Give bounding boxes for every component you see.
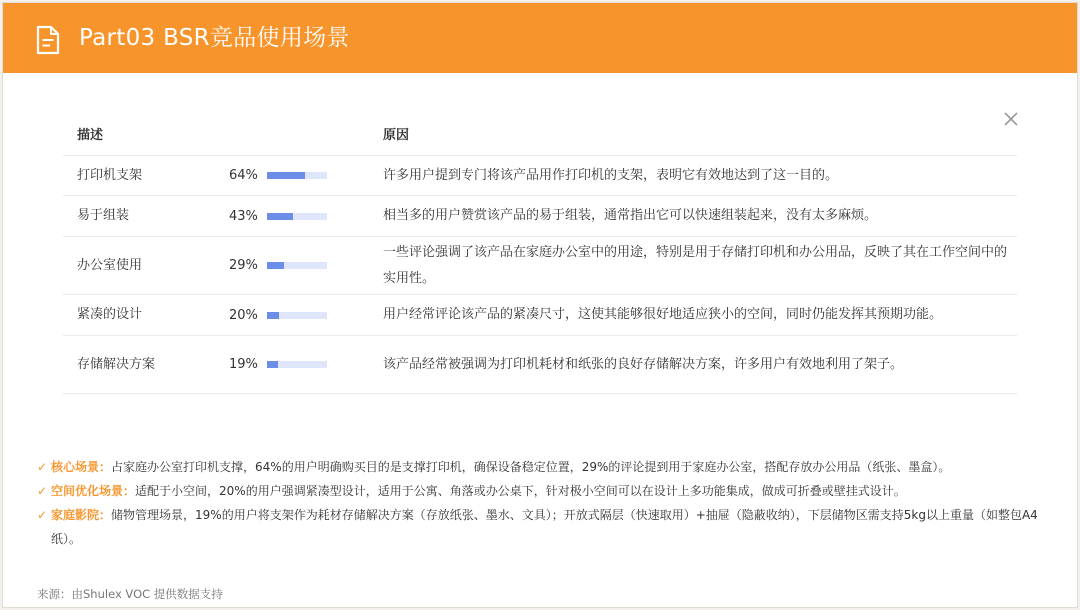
row-name: 打印机支架 xyxy=(63,156,229,196)
percent-bar-fill xyxy=(267,262,284,269)
check-icon: ✓ xyxy=(37,460,48,474)
page-title: Part03 BSR竞品使用场景 xyxy=(79,25,350,51)
note-text: 适配于小空间，20%的用户强调紧凑型设计，适用于公寓、角落或办公桌下，针对极小空间可以在设计上多功能集成，做成可折叠或壁挂式设计。 xyxy=(135,484,906,498)
row-percent-label: 19% xyxy=(229,357,258,372)
col-header-description: 描述 xyxy=(63,117,229,156)
table-row xyxy=(63,156,1017,196)
table-row xyxy=(63,336,1017,394)
header-bar xyxy=(3,3,1077,73)
check-icon: ✓ xyxy=(37,508,48,522)
row-percent-cell xyxy=(229,336,383,394)
document-icon xyxy=(35,25,61,55)
percent-bar-track xyxy=(267,312,327,319)
row-name: 紧凑的设计 xyxy=(63,295,229,336)
percent-bar-fill xyxy=(267,312,279,319)
slide-frame xyxy=(2,2,1078,608)
col-header-percent xyxy=(229,117,383,156)
table-header-row xyxy=(63,117,1017,156)
percent-bar-fill xyxy=(267,361,278,368)
row-percent-cell xyxy=(229,295,383,336)
percent-bar-track xyxy=(267,262,327,269)
table-row xyxy=(63,237,1017,295)
row-percent-cell xyxy=(229,237,383,295)
row-reason: 相当多的用户赞赏该产品的易于组装，通常指出它可以快速组装起来，没有太多麻烦。 xyxy=(383,196,1017,237)
row-name: 办公室使用 xyxy=(63,237,229,295)
row-percent-cell xyxy=(229,196,383,237)
row-reason: 该产品经常被强调为打印机耗材和纸张的良好存储解决方案，许多用户有效地利用了架子。 xyxy=(383,336,1017,394)
note-label: 空间优化场景： xyxy=(51,484,136,498)
source-note: 来源：由Shulex VOC 提供数据支持 xyxy=(37,587,223,601)
percent-bar-track xyxy=(267,361,327,368)
row-percent-label: 43% xyxy=(229,208,258,224)
row-reason: 一些评论强调了该产品在家庭办公室中的用途，特别是用于存储打印机和办公用品，反映了其在工作空间中的实用性。 xyxy=(383,237,1017,295)
row-percent-cell xyxy=(229,156,383,196)
row-reason: 用户经常评论该产品的紧凑尺寸，这使其能够很好地适应狭小的空间，同时仍能发挥其预期功能。 xyxy=(383,295,1017,336)
note-item xyxy=(37,455,1047,479)
note-label: 家庭影院： xyxy=(51,508,112,522)
row-name: 存储解决方案 xyxy=(63,336,229,394)
row-percent-label: 20% xyxy=(229,307,258,323)
usage-table xyxy=(63,117,1017,394)
note-text: 占家庭办公室打印机支撑，64%的用户明确购买目的是支撑打印机，确保设备稳定位置，29%的评论提到用于家庭办公室，搭配存放办公用品（纸张、墨盒）。 xyxy=(111,460,951,474)
row-percent-label: 64% xyxy=(229,168,258,183)
row-percent-label: 29% xyxy=(229,258,258,273)
percent-bar-track xyxy=(267,172,327,179)
row-reason: 许多用户提到专门将该产品用作打印机的支架，表明它有效地达到了这一目的。 xyxy=(383,156,1017,196)
check-icon: ✓ xyxy=(37,484,48,498)
col-header-reason: 原因 xyxy=(383,117,1017,156)
note-item xyxy=(37,503,1047,551)
percent-bar-fill xyxy=(267,213,293,220)
percent-bar-fill xyxy=(267,172,305,179)
table-row xyxy=(63,196,1017,237)
note-item xyxy=(37,479,1047,503)
row-name: 易于组装 xyxy=(63,196,229,237)
percent-bar-track xyxy=(267,213,327,220)
note-text: 储物管理场景，19%的用户将支架作为耗材存储解决方案（存放纸张、墨水、文具）；开放式隔层（快速取用）+抽屉（隐蔽收纳），下层储物区需支持5kg以上重量（如整包A4纸）。 xyxy=(51,508,1038,546)
insight-notes xyxy=(37,455,1047,551)
table-row xyxy=(63,295,1017,336)
note-label: 核心场景： xyxy=(51,460,112,474)
